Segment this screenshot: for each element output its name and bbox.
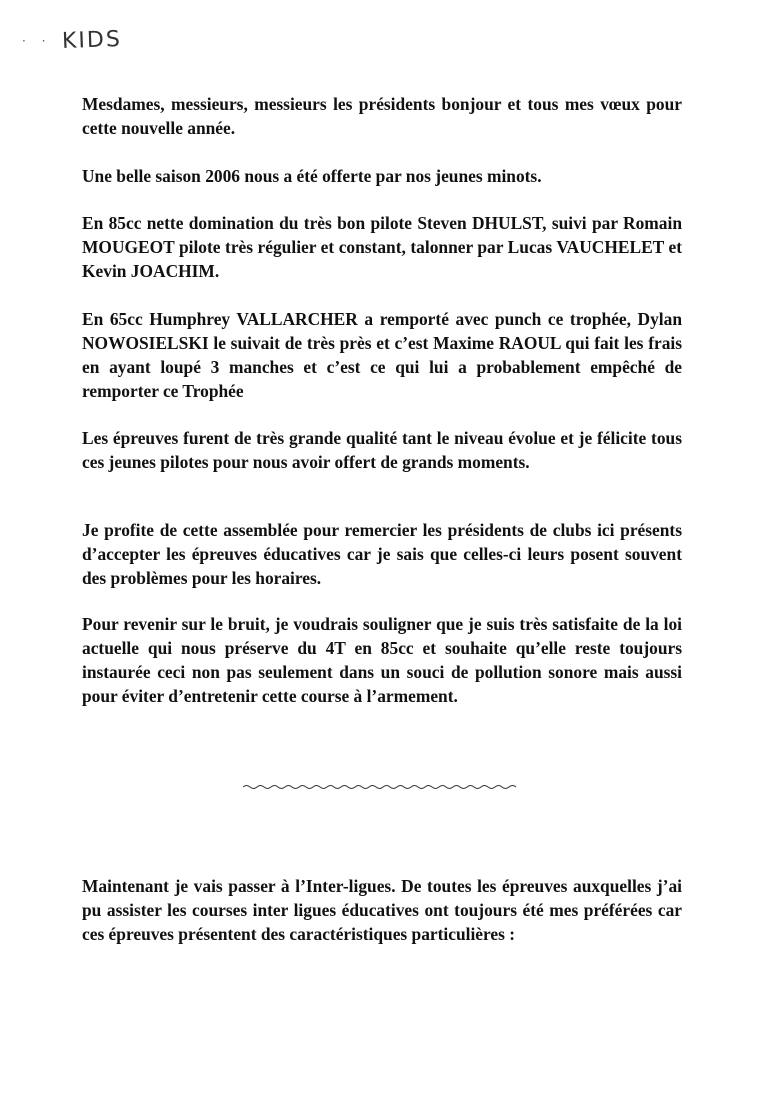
paragraph-noise: Pour revenir sur le bruit, je voudrais souligner que je suis très satisfaite de la loi actuelle qui nous préserve du 4T en 85cc et souhaite qu’elle reste toujours instaurée ceci non pas seulement dans un souci de pollution sonore mais aussi pour éviter d’entretenir cette course à l’armement.: [82, 614, 682, 706]
paragraph-inter-ligues: Maintenant je vais passer à l’Inter-ligues. De toutes les épreuves auxquelles j’ai pu assister les courses inter ligues éducatives ont toujours été mes préférées car ces épreuves présentent des caractéristiques particulières :: [82, 876, 682, 944]
paragraph-85cc: En 85cc nette domination du très bon pilote Steven DHULST, suivi par Romain MOUGEOT pilote très régulier et constant, talonner par Lucas VAUCHELET et Kevin JOACHIM.: [82, 213, 682, 281]
paragraph-greeting: Mesdames, messieurs, messieurs les présidents bonjour et tous mes vœux pour cette nouvelle année.: [82, 94, 682, 138]
paragraph-season: Une belle saison 2006 nous a été offerte par nos jeunes minots.: [82, 166, 542, 186]
handwritten-note: KIDS: [61, 26, 123, 55]
paragraph-65cc: En 65cc Humphrey VALLARCHER a remporté avec punch ce trophée, Dylan NOWOSIELSKI le suivait de très près et c’est Maxime RAOUL qui fait les frais en ayant loupé 3 manches et c’est ce qui lui a probablement empêché de remporter ce Trophée: [82, 309, 682, 401]
paragraph-quality: Les épreuves furent de très grande qualité tant le niveau évolue et je félicite tous ces jeunes pilotes pour nous avoir offert de grands moments.: [82, 428, 682, 472]
scan-marks: · ·: [22, 34, 52, 48]
paragraph-thanks: Je profite de cette assemblée pour remercier les présidents de clubs ici présents d’accepter les épreuves éducatives car je sais que celles-ci leurs posent souvent des problèmes pour les horaires.: [82, 520, 682, 588]
wavy-separator: [243, 783, 518, 791]
